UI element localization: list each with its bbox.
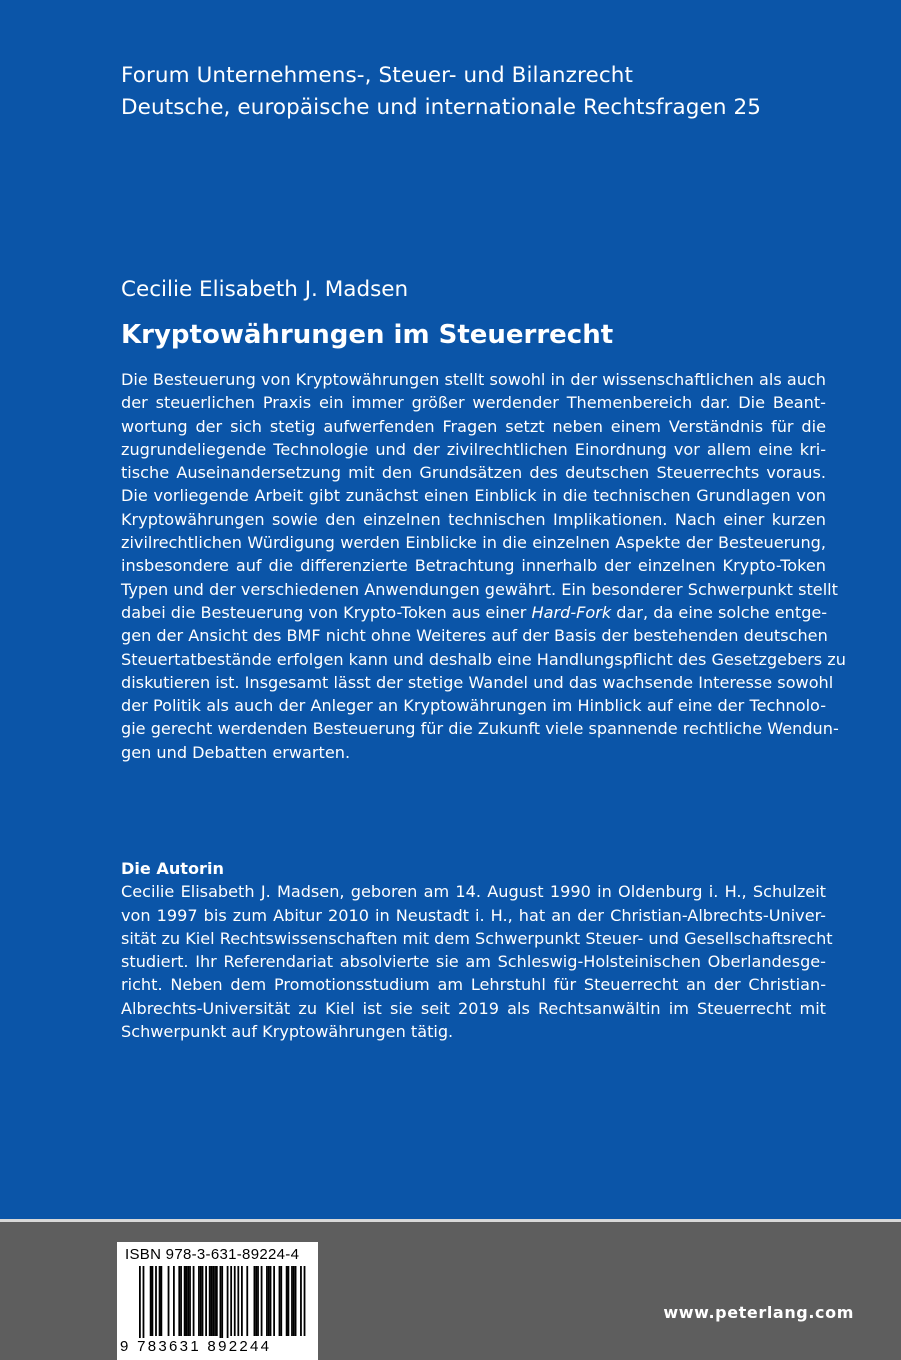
bio-line: Cecilie Elisabeth J. Madsen, geboren am 14. August 1990 in Oldenburg i. H., Schulzeit (121, 882, 826, 902)
barcode-bar (304, 1266, 306, 1336)
description-line: Die vorliegende Arbeit gibt zunächst einen Einblick in die technischen Grundlagen von (121, 486, 826, 506)
barcode-bar (150, 1266, 152, 1336)
barcode-bar (143, 1266, 145, 1344)
barcode-bar (186, 1266, 188, 1336)
barcode-bar (237, 1266, 239, 1336)
barcode-bar (168, 1266, 170, 1336)
barcode-bar (180, 1266, 182, 1336)
barcode-bar (211, 1266, 213, 1336)
barcode-bar (221, 1266, 223, 1344)
barcode-bar (189, 1266, 191, 1336)
barcode-bar (273, 1266, 275, 1336)
barcode-bar (270, 1266, 272, 1336)
description-line: tische Auseinandersetzung mit den Grundsätzen des deutschen Steuerrechts voraus. (121, 463, 826, 483)
barcode-bar (212, 1266, 214, 1336)
description-line: wortung der sich stetig aufwerfenden Fragen setzt neben einem Verständnis für die (121, 416, 826, 436)
description-line: gen der Ansicht des BMF nicht ohne Weiteres auf der Basis der bestehenden deutschen (121, 626, 828, 646)
barcode-bar (257, 1266, 259, 1336)
barcode-bar (234, 1266, 236, 1336)
barcode-bar (261, 1266, 263, 1336)
series-info (121, 60, 841, 124)
bio-heading: Die Autorin (121, 859, 224, 878)
bio-line: studiert. Ihr Referendariat absolvierte sie am Schleswig-Holsteinischen Oberlandesge- (121, 952, 826, 972)
barcode-bar (184, 1266, 186, 1336)
barcode-bar (160, 1266, 162, 1336)
barcode-bars (139, 1266, 309, 1344)
barcode-bar (288, 1266, 290, 1336)
description-text: dar, da eine solche entge- (611, 602, 828, 622)
barcode-bar (173, 1266, 175, 1336)
series-subtitle: Deutsche, europäische und internationale Rechtsfragen 25 (121, 95, 762, 120)
barcode-bar (202, 1266, 204, 1336)
barcode-bar (286, 1266, 288, 1336)
barcode-bar (216, 1266, 218, 1336)
barcode-bar (209, 1266, 211, 1336)
book-description (121, 368, 846, 764)
description-line: Steuertatbestände erfolgen kann und deshalb eine Handlungspflicht des Gesetzgebers zu (121, 649, 846, 669)
author-bio (121, 857, 833, 1043)
barcode-bar (293, 1266, 295, 1336)
barcode-bar (193, 1266, 195, 1336)
description-line: diskutieren ist. Insgesamt lässt der stetige Wandel und das wachsende Interesse sowohl (121, 672, 834, 692)
barcode-bar (205, 1266, 207, 1336)
series-title: Forum Unternehmens-, Steuer- und Bilanzrecht (121, 63, 633, 88)
description-line: zugrundeliegende Technologie und der zivilrechtlichen Einordnung vor allem eine kri- (121, 439, 826, 459)
barcode-bar (227, 1266, 229, 1344)
barcode-bar (295, 1266, 297, 1336)
barcode-bar (155, 1266, 157, 1336)
barcode-bar (220, 1266, 222, 1344)
barcode-bar (266, 1266, 268, 1336)
barcode-bar (178, 1266, 180, 1336)
barcode-bar (254, 1266, 256, 1336)
bio-line: sität zu Kiel Rechtswissenschaften mit dem Schwerpunkt Steuer- und Gesellschaftsrecht (121, 928, 833, 948)
description-line: gie gerecht werdenden Besteuerung für die Zukunft viele spannende rechtliche Wendun- (121, 719, 839, 739)
barcode-bar (255, 1266, 257, 1336)
barcode-bar (300, 1266, 302, 1336)
description-line: gen und Debatten erwarten. (121, 742, 351, 762)
barcode-bar (214, 1266, 216, 1336)
barcode-bar (291, 1266, 293, 1336)
publisher-website[interactable]: www.peterlang.com (663, 1303, 854, 1322)
bio-line: von 1997 bis zum Abitur 2010 in Neustadt i. H., hat an der Christian-Albrechts-Univer- (121, 905, 826, 925)
bio-text (121, 880, 833, 1043)
description-text: dabei die Besteuerung von Krypto-Token aus einer (121, 602, 532, 622)
book-title: Kryptowährungen im Steuerrecht (121, 320, 614, 350)
bio-line: Albrechts-Universität zu Kiel ist sie seit 2019 als Rechtsanwältin im Steuerrecht mit (121, 998, 826, 1018)
description-line: der Politik als auch der Anleger an Kryptowährungen im Hinblick auf eine der Technolo- (121, 696, 826, 716)
description-emphasis: Hard-Fork (531, 602, 612, 622)
description-line: insbesondere auf die differenzierte Betrachtung innerhalb der einzelnen Krypto-Token (121, 556, 826, 576)
description-line: Typen und der verschiedenen Anwendungen gewährt. Ein besonderer Schwerpunkt stellt (121, 579, 838, 599)
isbn-digits: 9 783631 892244 (120, 1338, 272, 1355)
author-name: Cecilie Elisabeth J. Madsen (121, 277, 409, 302)
barcode-bar (279, 1266, 281, 1336)
barcode-bar (280, 1266, 282, 1336)
barcode-bar (159, 1266, 161, 1336)
barcode-bar (198, 1266, 200, 1336)
barcode-bar (268, 1266, 270, 1336)
bio-line: Schwerpunkt auf Kryptowährungen tätig. (121, 1022, 454, 1042)
bio-line: richt. Neben dem Promotionsstudium am Lehrstuhl für Steuerrecht an der Christian- (121, 975, 826, 995)
description-line: der steuerlichen Praxis ein immer größer werdender Themenbereich dar. Die Beant- (121, 393, 826, 413)
barcode-bar (246, 1266, 248, 1336)
isbn-label: ISBN 978-3-631-89224-4 (125, 1246, 300, 1263)
barcode-bar (241, 1266, 243, 1336)
barcode-bar (152, 1266, 154, 1336)
barcode-bar (139, 1266, 141, 1344)
description-line (121, 601, 826, 624)
description-line: Kryptowährungen sowie den einzelnen technischen Implikationen. Nach einer kurzen (121, 509, 826, 529)
barcode-bar (230, 1266, 232, 1336)
footer-divider (0, 1219, 901, 1222)
barcode-bar (200, 1266, 202, 1336)
description-line: zivilrechtlichen Würdigung werden Einblicke in die einzelnen Aspekte der Besteuerung, (121, 533, 826, 553)
description-line: Die Besteuerung von Kryptowährungen stellt sowohl in der wissenschaftlichen als auch (121, 370, 826, 389)
barcode-bar (187, 1266, 189, 1336)
isbn-barcode (117, 1242, 318, 1360)
